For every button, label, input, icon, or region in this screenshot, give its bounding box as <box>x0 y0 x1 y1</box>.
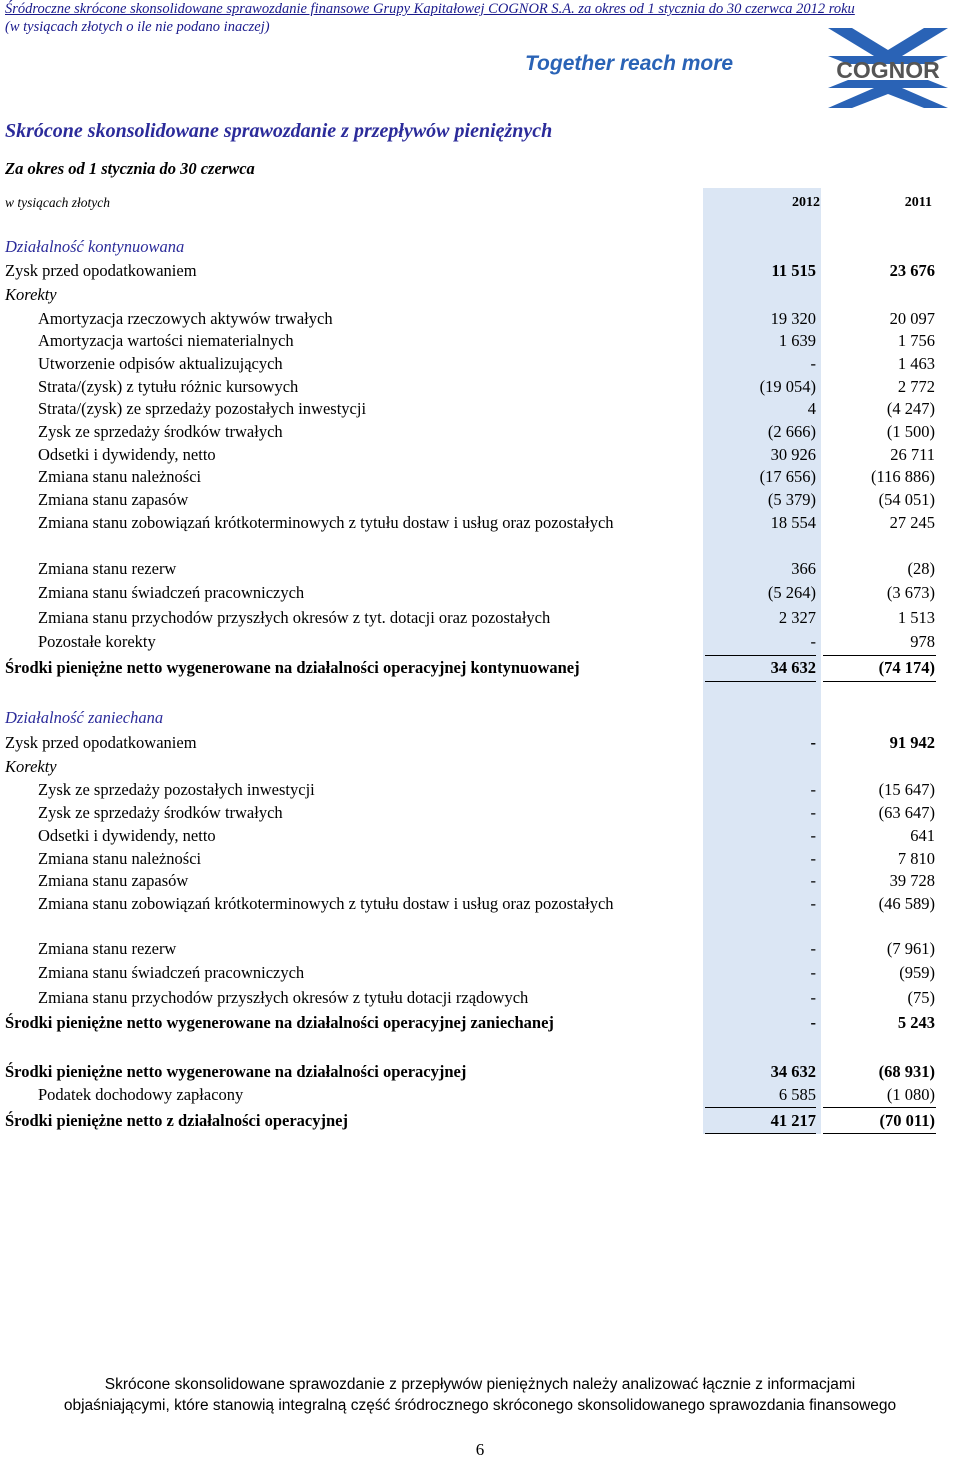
logo-text: COGNOR <box>836 57 940 83</box>
running-title: Śródroczne skrócone skonsolidowane sprawozdanie finansowe Grupy Kapitałowej COGNOR S.A. za okres od 1 stycznia do 30 czerwca 2012 roku <box>5 1 855 17</box>
rule-line <box>823 1107 936 1108</box>
rule-line <box>705 655 816 656</box>
footer-note-line-1: Skrócone skonsolidowane sprawozdanie z przepływów pieniężnych należy analizować łącznie z informacjami <box>104 1376 856 1393</box>
rule-line <box>705 1133 816 1134</box>
rule-line <box>823 655 936 656</box>
rule-line <box>823 1133 936 1134</box>
period-label: Za okres od 1 stycznia do 30 czerwca <box>5 159 255 178</box>
rule-line <box>705 1107 816 1108</box>
tagline: Together reach more <box>525 52 734 75</box>
units-label: w tysiącach złotych <box>5 195 110 210</box>
footer-note-line-2: objaśniającymi, które stanowią integralną część śródrocznego skróconego skonsolidowanego sprawozdania finansowego <box>63 1397 897 1414</box>
column-header-2012: 2012 <box>792 195 820 210</box>
rule-line <box>823 681 936 682</box>
running-subtitle: (w tysiącach złotych o ile nie podano inaczej) <box>5 19 270 35</box>
cognor-logo <box>818 28 958 108</box>
statement-title: Skrócone skonsolidowane sprawozdanie z przepływów pieniężnych <box>5 120 553 142</box>
column-header-2011: 2011 <box>904 195 932 210</box>
rule-line <box>705 681 816 682</box>
page-number: 6 <box>475 1440 485 1459</box>
